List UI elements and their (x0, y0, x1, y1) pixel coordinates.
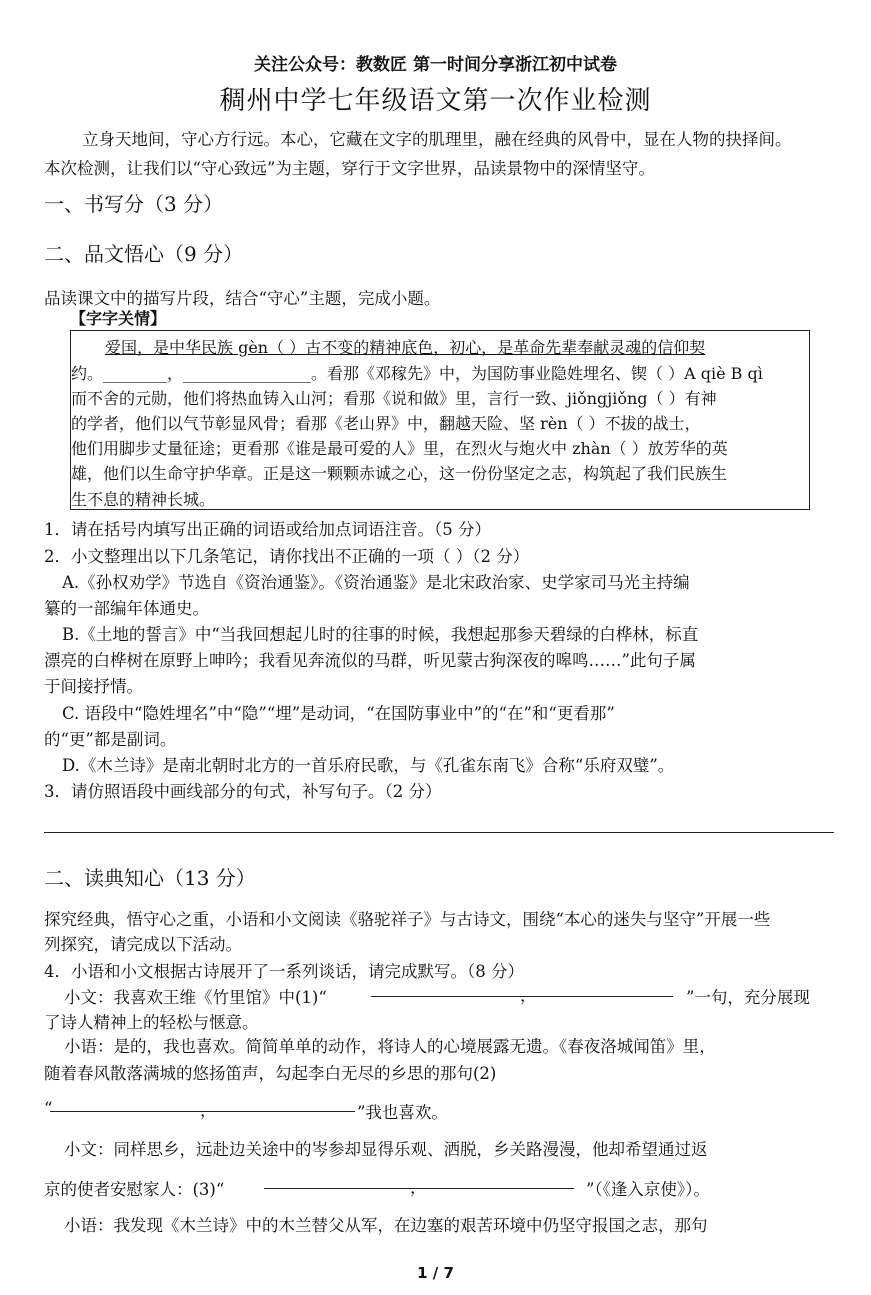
dialog-4: 随着春风散落满城的悠扬笛声，勾起李白无尽的乡思的那句(2) (44, 1064, 497, 1083)
passage-line-3: 而不舍的元勋，他们将热血铸入山河；看那《说和做》里，言行一致、jiǒngjiǒng（ ）有神 (71, 389, 717, 408)
subsection-heading: 【字字关情】 (70, 309, 167, 328)
dialog-3: 小语：是的，我也喜欢。简简单单的动作，将诗人的心境展露无遗。《春夜洛城闻笛》里， (64, 1037, 716, 1056)
passage-line-6: 雄，他们以生命守护华章。正是这一颗颗赤诚之心，这一份份坚定之志，构筑起了我们民族生 (71, 464, 728, 483)
section-2-heading: 二、品文悟心（9 分） (44, 242, 244, 266)
passage-box (70, 330, 810, 510)
intro-line-1: 立身天地间，守心方行远。本心，它藏在文字的肌理里，融在经典的风骨中，显在人物的抉择间。 (82, 130, 792, 149)
dialog-6: 小文：同样思乡，远赴边关途中的岑参却显得乐观、洒脱，乡关路漫漫，他却希望通过返 (64, 1140, 708, 1159)
blank-2-comma: ， (200, 1101, 217, 1120)
dialog-1-end: ”一句，充分展现 (686, 988, 810, 1007)
dialog-7-end: ”（《逢入京使》）。 (586, 1180, 710, 1199)
passage-line-4: 的学者，他们以气节彰显风骨；看那《老山界》中，翻越天险、坚 rèn（ ）不拔的战士， (71, 414, 701, 433)
question-4: 4．小语和小文根据古诗展开了一系列谈话，请完成默写。（8 分） (44, 962, 524, 981)
dialog-2: 了诗人精神上的轻松与惬意。 (44, 1013, 259, 1032)
section-2-intro: 品读课文中的描写片段，结合“守心”主题，完成小题。 (44, 289, 441, 308)
dialog-7-start: 京的使者安慰家人：(3)“ (44, 1180, 225, 1199)
section-1-heading: 一、书写分（3 分） (44, 192, 224, 216)
dialog-1-start: 小文：我喜欢王维《竹里馆》中(1)“ (64, 988, 327, 1007)
passage-line-5: 他们用脚步丈量征途；更看那《谁是最可爱的人》里，在烈火与炮火中 zhàn（ ）放芳华的英 (71, 439, 728, 458)
blank-3-comma: ， (410, 1178, 427, 1197)
intro-line-2: 本次检测，让我们以“守心致远”为主题，穿行于文字世界，品读景物中的深情坚守。 (44, 159, 655, 178)
passage-line-7: 生不息的精神长城。 (71, 490, 216, 509)
section-3-heading: 二、读典知心（13 分） (44, 866, 256, 890)
question-1: 1．请在括号内填写出正确的词语或给加点词语注音。（5 分） (44, 520, 491, 539)
option-d: D.《木兰诗》是南北朝时北方的一首乐府民歌，与《孔雀东南飞》合称“乐府双璧”。 (62, 756, 675, 775)
option-a-line-1: A.《孙权劝学》节选自《资治通鉴》。《资治通鉴》是北宋政治家、史学家司马光主持编 (62, 573, 690, 592)
option-a-line-2: 纂的一部编年体通史。 (44, 599, 209, 618)
section-3-intro-1: 探究经典，悟守心之重，小语和小文阅读《骆驼祥子》与古诗文，围绕“本心的迷失与坚守”开展一些 (44, 910, 771, 929)
page-number: 1 / 7 (417, 1264, 454, 1282)
dialog-5-end: ”我也喜欢。 (357, 1103, 448, 1122)
option-c-line-1: C. 语段中“隐姓埋名”中“隐”“埋”是动词，“在国防事业中”的“在”和“更看那” (62, 704, 615, 723)
question-2: 2．小文整理出以下几条笔记，请你找出不正确的一项（ ）（2 分） (44, 547, 530, 566)
option-b-line-1: B.《土地的誓言》中“当我回想起儿时的往事的时候，我想起那参天碧绿的白桦林，标直 (62, 625, 699, 644)
option-c-line-2: 的“更”都是副词。 (44, 730, 177, 749)
answer-line-q3[interactable] (44, 832, 834, 833)
blank-2-open-quote: “ (44, 1099, 53, 1118)
question-3: 3．请仿照语段中画线部分的句式，补写句子。（2 分） (44, 782, 442, 801)
option-b-line-3: 于间接抒情。 (44, 677, 143, 696)
passage-line-2: 约。________，________________。看那《邓稼先》中，为国防事业隐姓埋名、锲（ ）A qiè B qì (71, 364, 763, 383)
page-title: 稠州中学七年级语文第一次作业检测 (219, 86, 652, 116)
section-3-intro-2: 列探究，请完成以下活动。 (44, 935, 242, 954)
blank-1-comma: ， (520, 986, 537, 1005)
dialog-8: 小语：我发现《木兰诗》中的木兰替父从军，在边塞的艰苦环境中仍坚守报国之志，那句 (64, 1216, 708, 1235)
passage-line-1: 爱国，是中华民族 gèn（ ）古不变的精神底色，初心，是革命先辈奉献灵魂的信仰契 (105, 338, 706, 357)
option-b-line-2: 漂亮的白桦树在原野上呻吟；我看见奔流似的马群，听见蒙古狗深夜的嗥鸣……”此句子属 (44, 651, 696, 670)
header-banner: 关注公众号：教数匠 第一时间分享浙江初中试卷 (254, 55, 617, 75)
